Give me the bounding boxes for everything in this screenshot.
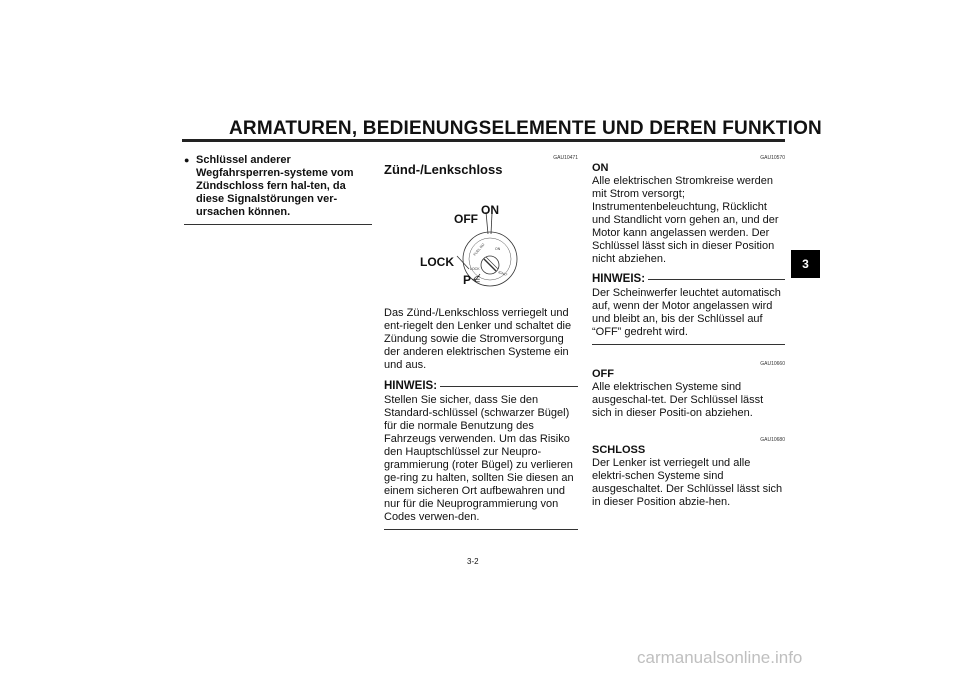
lock-code: GAU10680	[760, 437, 785, 443]
svg-text:FUEL INJ: FUEL INJ	[472, 242, 486, 257]
note-end-rule	[592, 344, 785, 345]
title-rule	[182, 139, 785, 142]
off-text: Alle elektrischen Systeme sind ausgeschal-tet. Der Schlüssel lässt sich in dieser Positi-on abziehen.	[592, 381, 764, 419]
left-column	[184, 154, 372, 225]
label-p: P	[463, 273, 472, 287]
ignition-switch-figure	[384, 178, 578, 304]
note-end-rule	[384, 529, 578, 530]
p-position-arrow-icon: ⋲	[472, 275, 480, 284]
chapter-tab: 3	[791, 250, 820, 278]
on-text: Alle elektrischen Stromkreise werden mit Strom versorgt; Instrumentenbeleuchtung, Rücklicht und Standlicht vorn gehen an, und der Motor kann angelassen werden. Der Schlüssel lässt sich in dieser Position nicht abziehen.	[592, 175, 779, 265]
section-code: GAU10471	[553, 155, 578, 161]
label-off: OFF	[454, 212, 478, 226]
svg-text:LOCK: LOCK	[470, 267, 480, 271]
note-title: HINWEIS:	[592, 273, 646, 285]
note-title: HINWEIS:	[384, 380, 438, 392]
off-heading: OFF	[592, 368, 614, 380]
watermark: carmanualsonline.info	[637, 648, 803, 667]
lock-heading: SCHLOSS	[592, 444, 646, 456]
page-number: 3-2	[467, 557, 479, 566]
note-header	[592, 273, 785, 286]
note-header	[384, 380, 578, 393]
note-text: Stellen Sie sicher, dass Sie den Standard-schlüssel (schwarzer Bügel) für die normale Benutzung des Fahrzeugs verwenden. Um das Risiko den Hauptschlüssel zur Neupro-grammierung (roter Bügel) zu verlieren ge-ring zu halten, sollten Sie diesen an einem sicheren Ort aufbewahren und nur für die Neuprogrammierung von Codes verwen-den.	[384, 394, 574, 523]
on-heading: ON	[592, 162, 609, 174]
label-lock: LOCK	[420, 255, 454, 269]
svg-text:IGNIT: IGNIT	[497, 270, 508, 278]
note-header-rule	[440, 386, 578, 387]
on-code: GAU10570	[760, 155, 785, 161]
bullet-dot-icon: ●	[184, 155, 190, 165]
bullet-text: Schlüssel anderer Wegfahrsperren-systeme vom Zündschloss fern hal-ten, da diese Signalstörungen ver-ursachen können.	[196, 154, 354, 218]
section-paragraph: Das Zünd-/Lenkschloss verriegelt und ent-riegelt den Lenker und schaltet die Zündung sowie die Stromversorgung der anderen elektrischen Systeme ein und aus.	[384, 307, 572, 371]
section-heading: Zünd-/Lenkschloss	[384, 162, 503, 177]
bullet-end-rule	[184, 224, 372, 225]
lock-text: Der Lenker ist verriegelt und alle elektri-schen Systeme sind ausgeschaltet. Der Schlüssel lässt sich in dieser Position abzie-hen.	[592, 457, 783, 508]
warning-bullet	[184, 154, 372, 219]
middle-column	[384, 155, 578, 530]
page-title: ARMATUREN, BEDIENUNGSELEMENTE UND DEREN FUNKTION	[229, 118, 822, 139]
off-code: GAU10660	[760, 361, 785, 367]
label-on: ON	[481, 203, 499, 217]
right-column	[592, 155, 785, 509]
note-header-rule	[648, 279, 785, 280]
svg-text:ON: ON	[495, 247, 501, 251]
note-text: Der Scheinwerfer leuchtet automatisch auf, wenn der Motor angelassen wird und bleibt an, bis der Schlüssel auf “OFF” gedreht wird.	[592, 287, 781, 338]
